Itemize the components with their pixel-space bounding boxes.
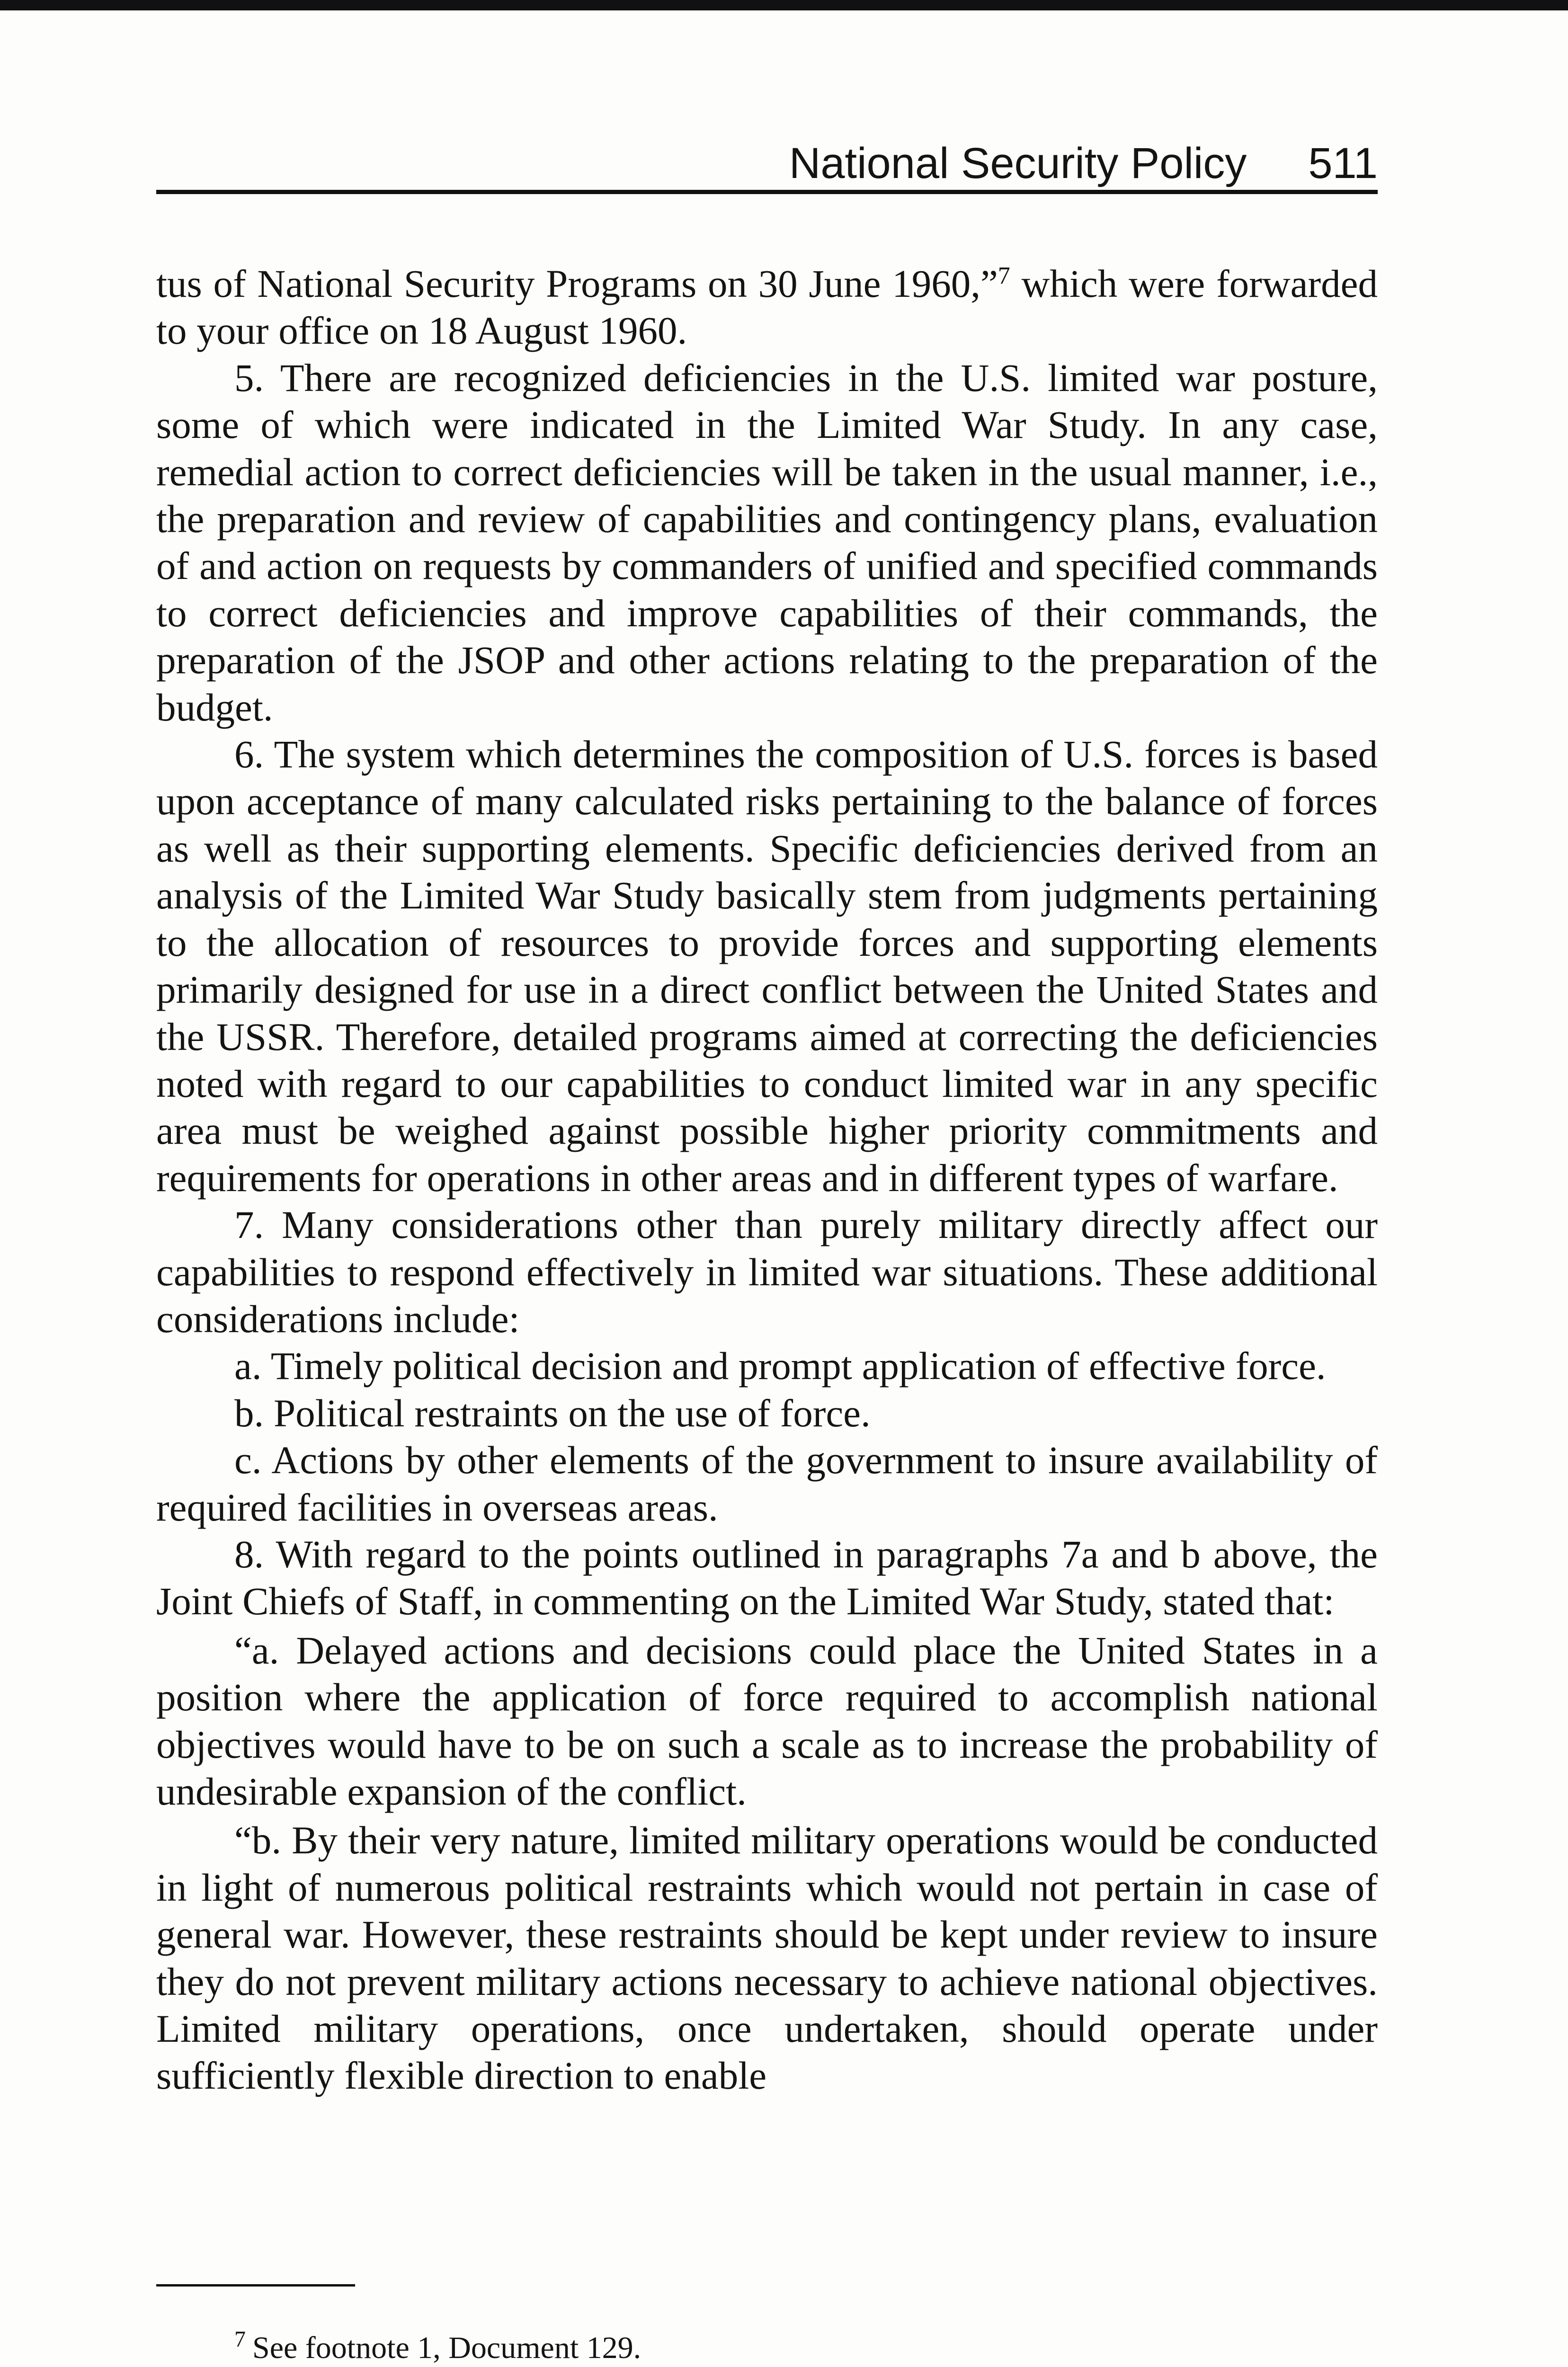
paragraph-8: 8. With regard to the points outlined in paragraphs 7a and b above, the Joint Chiefs of Staff, in commenting on the Limited War Study, stated that: xyxy=(156,1532,1378,1623)
running-header xyxy=(156,133,1378,194)
footnote-divider xyxy=(156,2284,355,2287)
paragraph-continued xyxy=(156,260,1378,355)
quote-paragraph-a: “a. Delayed actions and decisions could place the United States in a position where the application of force required to accomplish national objectives would have to be on such a scale as to increase the probability of undesirable expansion of the conflict. xyxy=(156,1628,1378,1813)
body-text xyxy=(156,260,1378,2100)
top-border xyxy=(0,0,1568,10)
paragraph-7c: c. Actions by other elements of the government to insure availability of required facilities in overseas areas. xyxy=(156,1438,1378,1529)
footnote xyxy=(234,2327,1371,2367)
paragraph-6: 6. The system which determines the composition of U.S. forces is based upon acceptance of many calculated risks pertaining to the balance of forces as well as their supporting elements. Specific deficiencies derived from an analysis of the Limited War Study basically stem from judgments pertaining to the allocation of resources to provide forces and supporting elements primarily designed for use in a direct conflict between the United States and the USSR. Therefore, detailed programs aimed at correcting the deficiencies noted with regard to our capabilities to conduct limited war in any specific area must be weighed against possible higher priority commitments and requirements for operations in other areas and in different types of warfare. xyxy=(156,732,1378,1200)
footnote-reference: 7 xyxy=(998,262,1010,289)
quote-paragraph-b: “b. By their very nature, limited military operations would be conducted in light of numerous political restraints which would not pertain in case of general war. However, these restraints should be kept under review to insure they do not prevent military actions necessary to achieve national objectives. Limited military operations, once undertaken, should operate under sufficiently flexible direction to enable xyxy=(156,1818,1378,2098)
paragraph-text: which were forwarded to your office on 18 August 1960. xyxy=(156,262,1378,353)
paragraph-5: 5. There are recognized deficiencies in the U.S. limited war posture, some of which were indicated in the Limited War Study. In any case, remedial action to correct deficiencies will be taken in the usual manner, i.e., the preparation and review of capabilities and contingency plans, evaluation of and action on requests by commanders of unified and specified commands to correct deficiencies and improve capabilities of their commands, the preparation of the JSOP and other actions relating to the preparation of the budget. xyxy=(156,356,1378,729)
footnote-number: 7 xyxy=(234,2327,246,2352)
page-number: 511 xyxy=(1308,139,1378,187)
running-header-title: National Security Policy xyxy=(789,139,1247,187)
paragraph-7: 7. Many considerations other than purely military directly affect our capabilities to respond effectively in limited war situations. These additional considerations include: xyxy=(156,1203,1378,1341)
paragraph-7a: a. Timely political decision and prompt application of effective force. xyxy=(234,1344,1326,1388)
paragraph-7b: b. Political restraints on the use of force. xyxy=(234,1391,871,1435)
paragraph-text: tus of National Security Programs on 30 June 1960,” xyxy=(156,262,998,305)
footnote-text: See footnote 1, Document 129. xyxy=(252,2331,641,2365)
